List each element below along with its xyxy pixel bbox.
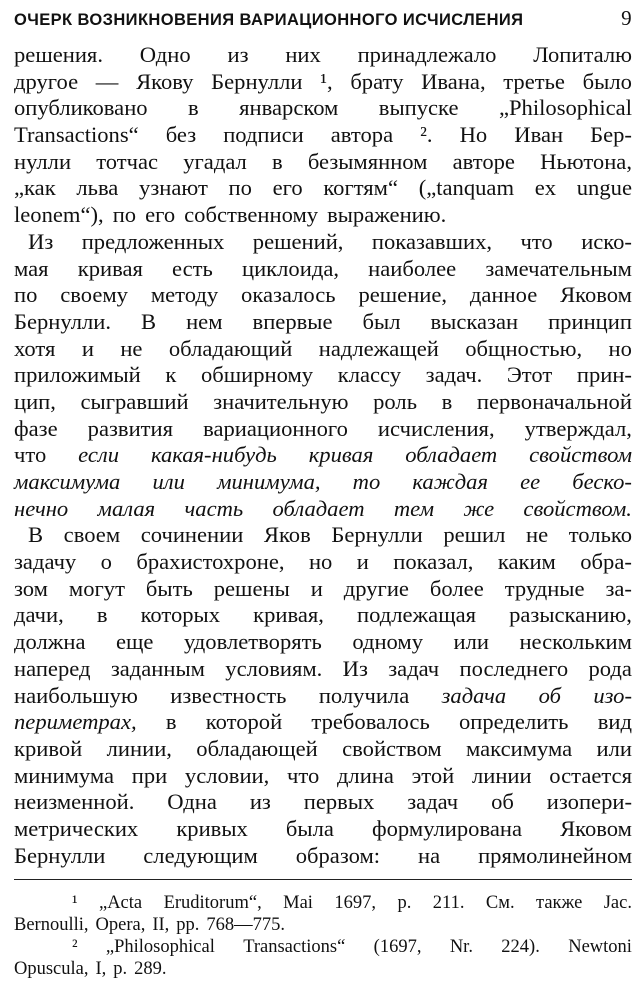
main-text [14,42,632,869]
text-line: должна еще удовлетворять одному или нескольким [14,629,632,655]
running-head [14,6,632,42]
text-line: Transactions“ без подписи автора ². Но Иван Бер- [14,122,632,148]
footnote-line: ¹ „Acta Eruditorum“, Mai 1697, p. 211. См. также Jac. [72,893,632,914]
text-line: Бернулли следующим образом: на прямолинейном [14,842,632,868]
text-line: кривой линии, обладающей свойством максимума или [14,735,632,761]
text-line: максимума или минимума, то каждая ее беско- [14,469,632,494]
text-line: метрических кривых была формулирована Яковом [14,815,632,841]
page-number: 9 [621,6,632,30]
chapter-title: ОЧЕРК ВОЗНИКНОВЕНИЯ ВАРИАЦИОННОГО ИСЧИСЛЕНИЯ [14,11,524,29]
text-line: опубликовано в январском выпуске „Philosophical [14,95,632,121]
text-line: „как льва узнают по его когтям“ („tanquam ex ungue [14,175,632,201]
footnotes [14,892,632,980]
footnote-line: Bernoulli, Opera, II, pp. 768—775. [14,915,286,936]
text-line: зом могут быть решены и другие более трудные за- [14,575,632,601]
text-line: минимума при условии, что длина этой линии остается [14,762,632,788]
text-line: мая кривая есть циклоида, наиболее замечательным [14,255,632,281]
text-line: неизменной. Одна из первых задач об изопери- [14,789,632,815]
text-line: периметрах, в которой требовалось определить вид [14,709,632,735]
text-line: Бернулли. В нем впервые был высказан принцип [14,308,632,334]
text-line: другое — Якову Бернулли ¹, брату Ивана, третье было [14,68,632,94]
text-line: хотя и не обладающий надлежащей общностью, но [14,335,632,361]
text-line: дачи, в которых кривая, подлежащая разысканию, [14,602,632,628]
text-line: Из предложенных решений, показавших, что иско- [28,228,632,254]
text-line: leonem“), по его собственному выражению. [14,202,447,228]
text-line: нулли тотчас угадал в безымянном авторе Ньютона, [14,148,632,174]
text-line: по своему методу оказалось решение, данное Яковом [14,282,632,308]
book-page [14,6,632,980]
text-line: цип, сыгравший значительную роль в первоначальной [14,388,632,414]
text-line: нечно малая часть обладает тем же свойством. [14,495,632,521]
footnote-line: Opuscula, I, p. 289. [14,959,167,980]
text-line: В своем сочинении Яков Бернулли решил не только [28,522,632,548]
text-line: решения. Одно из них принадлежало Лопиталю [14,42,632,67]
text-line: что если какая-нибудь кривая обладает свойством [14,442,632,468]
footnote-line: ² „Philosophical Transactions“ (1697, Nr. 224). Newtoni [72,937,632,958]
text-line: наперед заданным условиям. Из задач последнего рода [14,655,632,681]
text-line: приложимый к обширному классу задач. Этот прин- [14,362,632,388]
text-line: наибольшую известность получила задача об изо- [14,682,632,708]
text-line: задачу о брахистохроне, но и показал, каким обра- [14,549,632,575]
footnote-divider [14,879,632,880]
text-line: фазе развития вариационного исчисления, утверждал, [14,415,632,441]
